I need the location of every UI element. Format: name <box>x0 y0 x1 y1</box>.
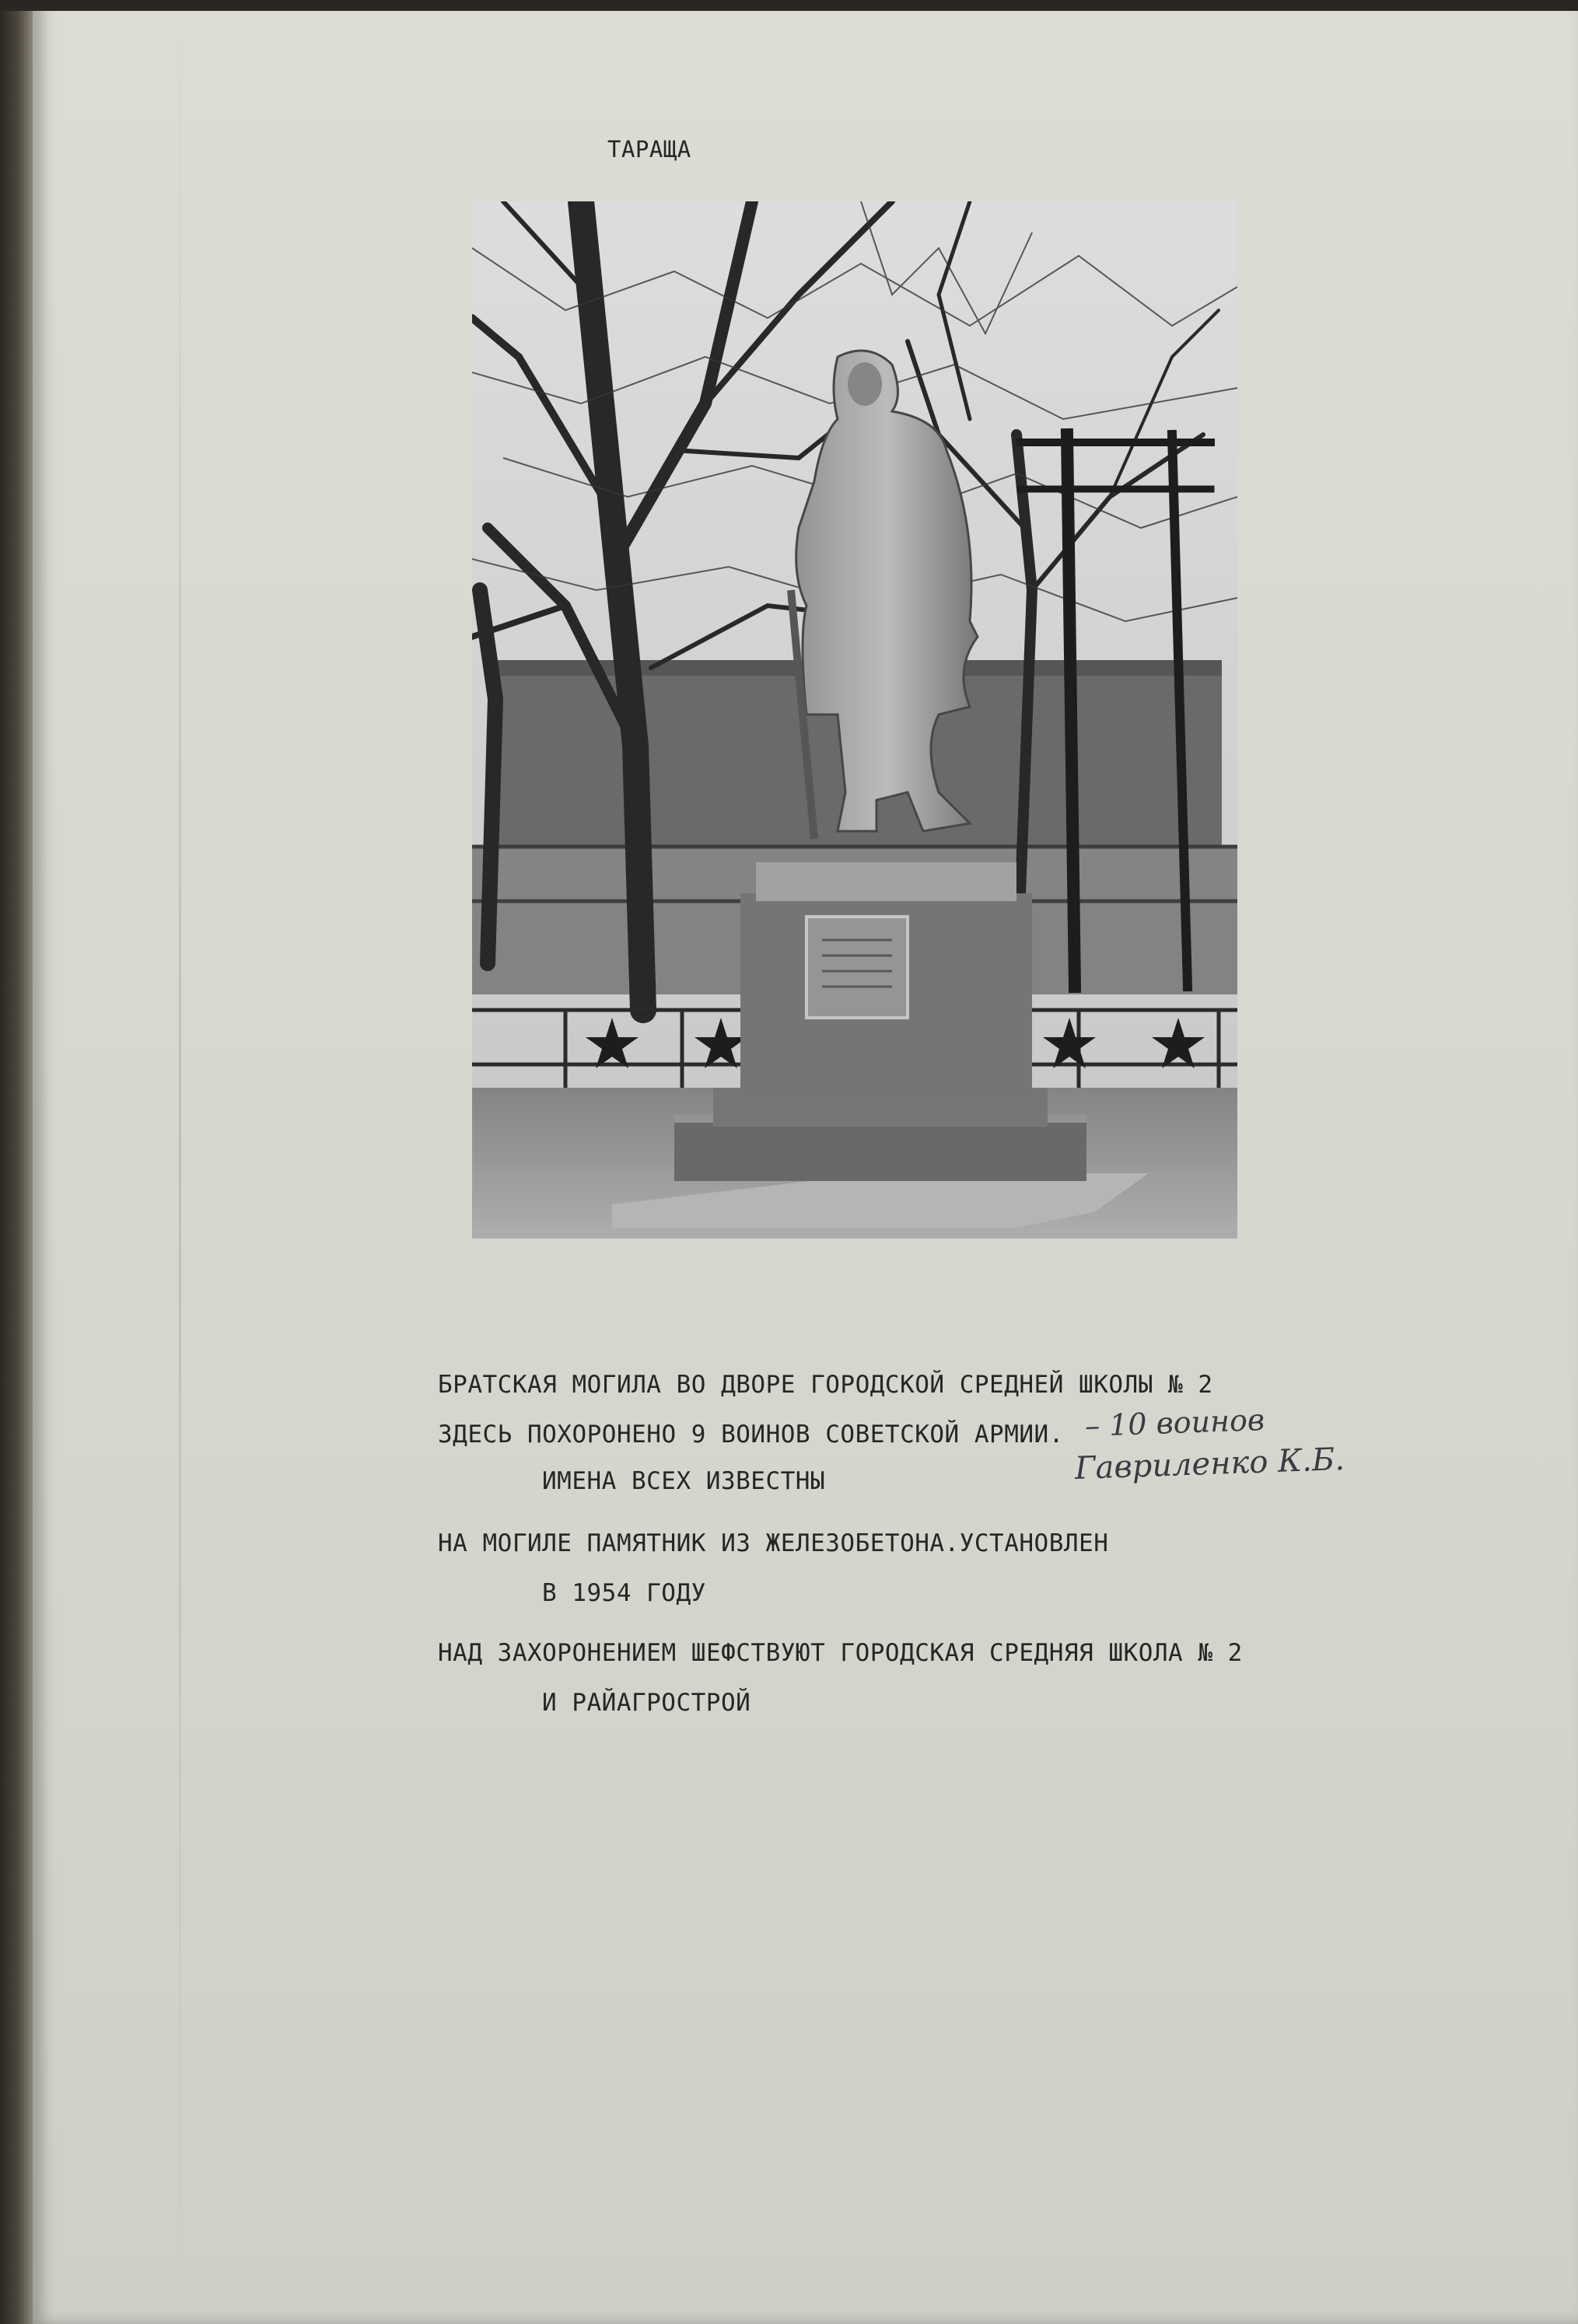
monument-photo-image <box>472 201 1237 1239</box>
patronage-line: НАД ЗАХОРОНЕНИЕМ ШЕФСТВУЮТ ГОРОДСКАЯ СРЕДНЯЯ ШКОЛА № 2 <box>438 1639 1243 1667</box>
installation-year-line: В 1954 ГОДУ <box>542 1579 706 1607</box>
monument-photo <box>472 201 1237 1239</box>
monument-material-line: НА МОГИЛЕ ПАМЯТНИК ИЗ ЖЕЛЕЗОБЕТОНА.УСТАНОВЛЕН <box>438 1529 1109 1557</box>
patronage-continuation-line: И РАЙАГРОСТРОЙ <box>542 1689 751 1717</box>
names-known-line: ИМЕНА ВСЕХ ИЗВЕСТНЫ <box>542 1467 826 1495</box>
handwritten-correction: – 10 воинов <box>1084 1402 1265 1444</box>
page-crease <box>179 31 181 2286</box>
page-title: ТАРАЩА <box>607 136 691 163</box>
burial-description-line: БРАТСКАЯ МОГИЛА ВО ДВОРЕ ГОРОДСКОЙ СРЕДНЕЙ ШКОЛЫ № 2 <box>438 1371 1213 1399</box>
buried-soldiers-line: ЗДЕСЬ ПОХОРОНЕНО 9 ВОИНОВ СОВЕТСКОЙ АРМИИ. <box>438 1421 1064 1449</box>
page-top-edge <box>0 0 1578 11</box>
book-spine-shadow <box>0 0 33 2324</box>
handwritten-signature: Гавриленко К.Б. <box>1074 1441 1345 1487</box>
